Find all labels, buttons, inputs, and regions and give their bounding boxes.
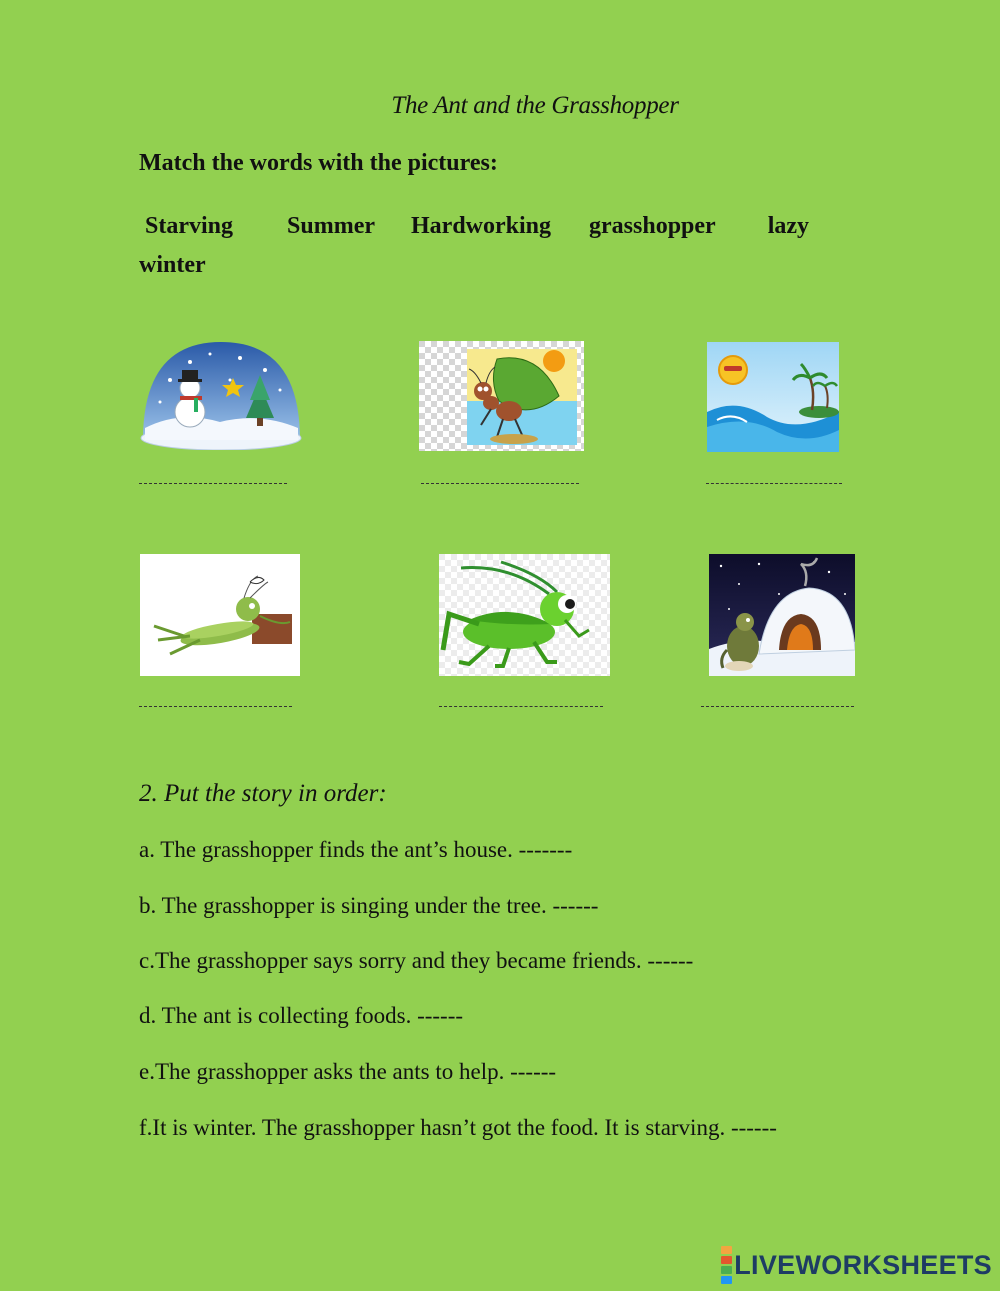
match-instruction: Match the words with the pictures: [139, 150, 498, 176]
word-starving: Starving [145, 213, 234, 239]
story-item-b: b. The grasshopper is singing under the tree. ------ [139, 893, 599, 918]
liveworksheets-logo [721, 1245, 992, 1285]
answer-line-4[interactable] [139, 706, 292, 708]
story-item-d: d. The ant is collecting foods. ------ [139, 1003, 464, 1028]
story-item-e: e.The grasshopper asks the ants to help. ------ [139, 1059, 557, 1084]
ant-with-leaf-picture [419, 341, 584, 451]
starving-grasshopper-picture [709, 554, 855, 676]
word-bank [139, 207, 899, 285]
lazy-grasshopper-picture [140, 554, 300, 676]
story-item-c: c.The grasshopper says sorry and they became friends. ------ [139, 948, 694, 973]
story-order-heading: 2. Put the story in order: [139, 780, 387, 807]
summer-beach-picture [707, 342, 839, 452]
answer-line-6[interactable] [701, 706, 854, 708]
winter-snowman-picture [140, 340, 303, 450]
logo-blocks-icon [721, 1245, 732, 1285]
word-grasshopper: grasshopper [589, 213, 716, 239]
answer-line-1[interactable] [139, 483, 287, 485]
story-item-f: f.It is winter. The grasshopper hasn’t got the food. It is starving. ------ [139, 1115, 777, 1140]
answer-line-3[interactable] [706, 483, 842, 485]
story-item-a: a. The grasshopper finds the ant’s house. ------- [139, 837, 573, 862]
word-hardworking: Hardworking [411, 213, 552, 239]
word-lazy: lazy [767, 213, 810, 239]
grasshopper-picture [439, 554, 610, 676]
word-winter: winter [139, 252, 206, 278]
answer-line-2[interactable] [421, 483, 579, 485]
answer-line-5[interactable] [439, 706, 603, 708]
logo-text: LIVEWORKSHEETS [734, 1249, 992, 1280]
word-summer: Summer [287, 213, 375, 239]
worksheet-title: The Ant and the Grasshopper [391, 92, 679, 119]
